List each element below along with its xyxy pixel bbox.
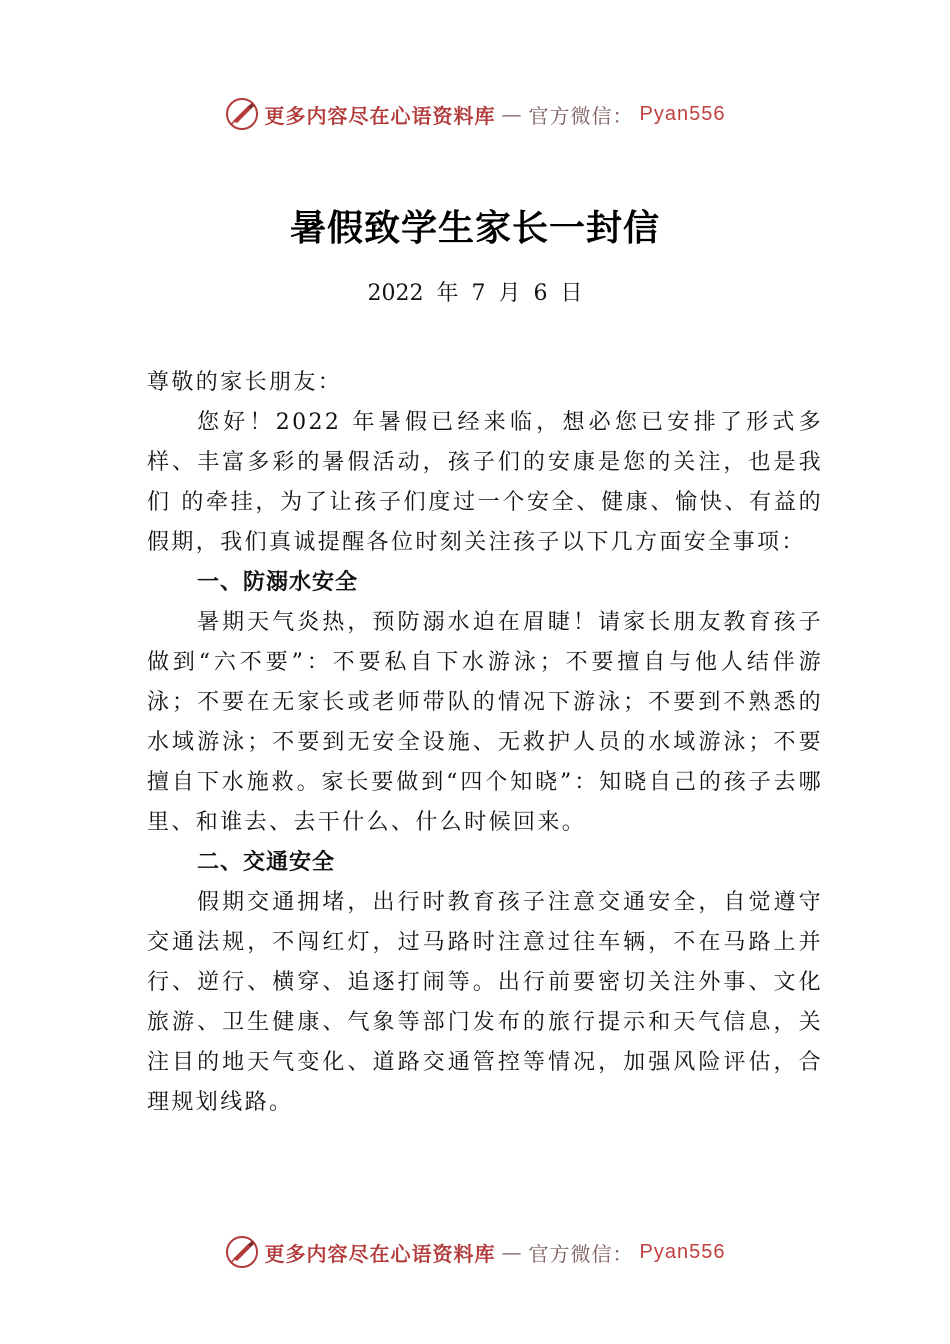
letter-body — [147, 363, 823, 1123]
salutation: 尊敬的家长朋友： — [147, 370, 343, 395]
banner-main-text: 更多内容尽在心语资料库 — [264, 1241, 496, 1266]
banner-wechat-label: 官方微信： — [528, 103, 634, 128]
banner-main-text: 更多内容尽在心语资料库 — [264, 103, 496, 128]
pen-logo-icon — [225, 1235, 259, 1269]
intro-paragraph: 您好！2022 年暑假已经来临，想必您已安排了形式多样、丰富多彩的暑假活动，孩子们的安康是您的关注，也是我们 的牵挂，为了让孩子们度过一个安全、健康、愉快、有益的 假期，我们真诚提醒各位时刻关注孩子以下几方面安全事项： — [147, 410, 823, 555]
banner-wechat-id: Pyan556 — [639, 102, 726, 125]
letter-date: 2022 年 7 月 6 日 — [367, 281, 583, 306]
section-body-traffic: 假期交通拥堵，出行时教育孩子注意交通安全，自觉遵守交通法规，不闯红灯，过马路时注意过往车辆，不在马路上并行、逆行、横穿、追逐打闹等。出行前要密切关注外事、文化旅游、卫生健康、气象等部门发布的旅行提示和天气信息，关注目的地天气变化、道路交通管控等情况，加强风险评估，合理规划线路。 — [147, 890, 823, 1115]
pen-logo-icon — [225, 97, 259, 131]
page-title: 暑假致学生家长一封信 — [289, 207, 660, 249]
section-heading-drowning: 一、防溺水安全 — [197, 570, 359, 595]
section-heading-traffic: 二、交通安全 — [197, 850, 336, 875]
banner-dash: — — [501, 102, 523, 126]
footer-banner — [0, 1232, 950, 1272]
banner-wechat-id: Pyan556 — [639, 1240, 726, 1263]
banner-wechat-label: 官方微信： — [528, 1241, 634, 1266]
header-banner — [0, 94, 950, 134]
banner-dash: — — [501, 1240, 523, 1264]
section-body-drowning: 暑期天气炎热，预防溺水迫在眉睫！请家长朋友教育孩子做到“六不要”：不要私自下水游泳；不要擅自与他人结伴游泳；不要在无家长或老师带队的情况下游泳；不要到不熟悉的水域游泳；不要到无安全设施、无救护人员的水域游泳；不要擅自下水施救。家长要做到“四个知晓”：知晓自己的孩子去哪里、和谁去、去干什么、什么时候回来。 — [147, 610, 823, 835]
